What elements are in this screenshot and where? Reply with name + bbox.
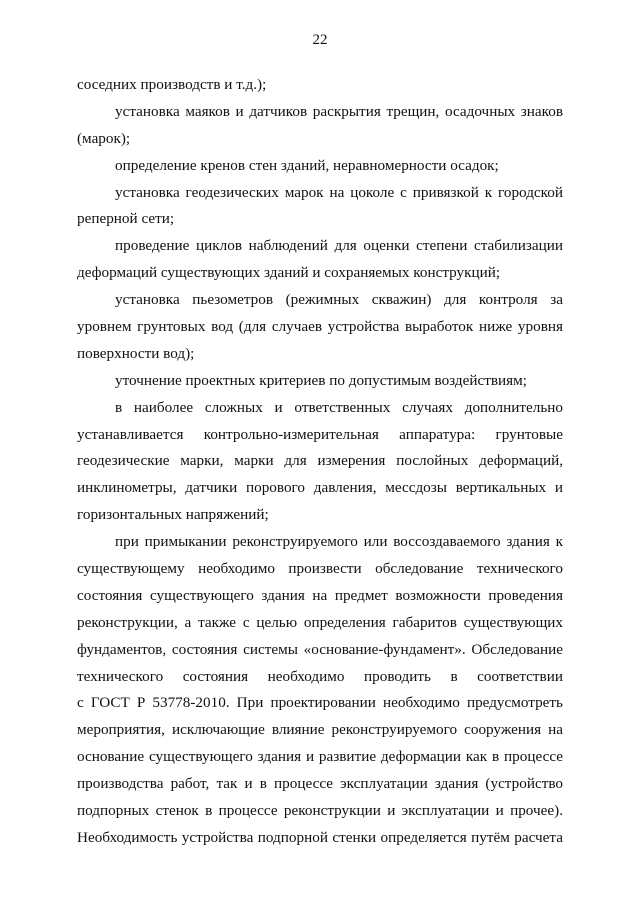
document-body <box>77 72 563 852</box>
text-line: устанавливается контрольно-измерительная аппаратура: грунтовые <box>77 425 563 443</box>
text-line: подпорных стенок в процессе реконструкции и эксплуатации и прочее). <box>77 802 563 820</box>
text-line: существующему необходимо произвести обследование технического <box>77 560 563 578</box>
text-line: геодезические марки, марки для измерения послойных деформаций, <box>77 452 563 470</box>
text-line: реконструкции, а также с целью определения габаритов существующих <box>77 613 563 631</box>
text-line: соседних производств и т.д.); <box>77 76 267 93</box>
text-line: Необходимость устройства подпорной стенки определяется путём расчета <box>77 828 563 846</box>
text-line: в наиболее сложных и ответственных случаях дополнительно <box>115 398 563 416</box>
text-line: уточнение проектных критериев по допустимым воздействиям; <box>115 371 527 389</box>
text-line: установка пьезометров (режимных скважин) для контроля за <box>115 291 563 309</box>
text-line: деформаций существующих зданий и сохраняемых конструкций; <box>77 264 501 282</box>
text-line: реперной сети; <box>77 210 175 228</box>
text-line: уровнем грунтовых вод (для случаев устройства выработок ниже уровня <box>77 318 563 336</box>
text-line: фундаментов, состояния системы «основание-фундамент». Обследование <box>77 640 563 658</box>
page-number: 22 <box>312 32 328 48</box>
text-line: состояния существующего здания на предмет возможности проведения <box>77 586 563 604</box>
text-line: с ГОСТ Р 53778-2010. При проектировании необходимо предусмотреть <box>77 694 563 712</box>
text-line: инклинометры, датчики порового давления, мессдозы вертикальных и <box>77 479 563 497</box>
text-line: установка геодезических марок на цоколе с привязкой к городской <box>115 183 563 201</box>
text-line: технического состояния необходимо проводить в соответствии <box>77 667 563 685</box>
text-line: мероприятия, исключающие влияние реконструируемого сооружения на <box>77 721 563 739</box>
text-line: проведение циклов наблюдений для оценки степени стабилизации <box>115 237 563 255</box>
text-line: основание существующего здания и развитие деформации как в процессе <box>77 748 563 766</box>
text-line: определение кренов стен зданий, неравномерности осадок; <box>115 156 499 174</box>
text-line: при примыкании реконструируемого или воссоздаваемого здания к <box>115 533 563 551</box>
text-line: горизонтальных напряжений; <box>77 506 269 524</box>
text-line: производства работ, так и в процессе эксплуатации здания (устройство <box>77 775 563 793</box>
text-line: (марок); <box>77 129 131 147</box>
text-line: поверхности вод); <box>77 344 195 362</box>
text-line: установка маяков и датчиков раскрытия трещин, осадочных знаков <box>115 102 563 120</box>
